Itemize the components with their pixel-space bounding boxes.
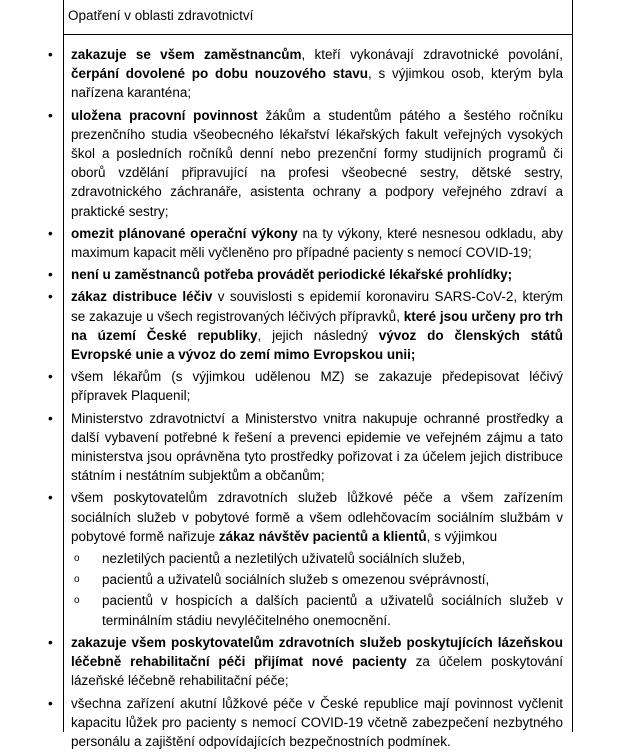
measure-item [48,694,563,752]
exception-text: pacientů a uživatelů sociálních služeb s omezenou svéprávností, [102,572,490,588]
exception-item [71,591,563,629]
bullet-icon: • [48,47,53,62]
exception-text: nezletilých pacientů a nezletilých uživatelů sociálních služeb, [102,551,466,567]
circle-bullet-icon: o [74,574,80,586]
measure-item [48,633,564,691]
measure-text-bold: vývoz do členských států Evropské unie a vývoz do zemí mimo Evropskou unii; [71,327,563,363]
measure-text: všechna zařízení akutní lůžkové péče v České republice mají povinnost vyčlenit kapacitu lůžek pro pacienty s nemocí COVID-19 včetně zabezpečení nezbytného personálu a zajištění odpovídajících bezpečnostních podmínek. [71,695,563,749]
measure-text-bold: které jsou určeny pro trh na území České republiky [71,308,563,343]
measure-text: , s výjimkou osob, kterým byla nařízena karanténa; [71,66,563,101]
measure-text: v souvislosti s epidemií koronaviru SARS-CoV-2, kterým se zakazuje u všech registrovaných léčivých přípravků, [71,289,563,324]
measure-text: za účelem poskytování lázeňské léčebně rehabilitační péče; [71,654,564,689]
measure-item [48,106,563,221]
circle-bullet-icon: o [74,595,80,607]
measure-item [48,367,563,405]
measure-text: všem poskytovatelům zdravotních služeb lůžkové péče a všem zařízením sociálních služeb v pobytové formě a všem odlehčovacím sociálním službám v pobytové formě nařizuje [71,490,563,544]
measure-text: , kteří vykonávají zdravotnické povolání, [301,47,564,62]
exception-item [71,549,563,568]
measures-list [48,45,564,754]
measure-text: , s výjimkou [426,528,498,544]
exception-list [71,549,563,630]
bullet-icon: • [48,289,53,305]
circle-bullet-icon: o [74,553,80,565]
measure-text-bold: zakazuje se všem zaměstnancům [71,47,302,62]
exception-item [71,570,563,589]
measure-item [48,488,563,629]
measure-item [48,265,563,284]
measure-text-bold: omezit plánované operační výkony [71,225,298,241]
measure-text: , jejich následný [257,327,379,343]
measure-item [48,45,564,103]
measure-text-bold: zákaz návštěv pacientů a klientů [218,528,427,544]
measure-text: Ministerstvo zdravotnictví a Ministerstvo vnitra nakupuje ochranné prostředky a další vybavení potřebné k řešení a prevenci epidemie ve veřejném zájmu a tato ministerstva jsou oprávněna tyto prostředky pořizovat i za účelem jejich distribuce státním i nestátním subjektům a občanům; [71,410,563,484]
bullet-icon: • [48,634,53,650]
bullet-icon: • [48,369,53,385]
bullet-icon: • [48,107,53,123]
measure-item [48,287,563,364]
measure-text: na ty výkony, které nesnesou odkladu, aby maximum kapacit měli vyčleněno pro případné pacienty s nemocí COVID-19; [71,225,563,261]
measure-text-bold: není u zaměstnanců potřeba provádět periodické lékařské prohlídky; [71,267,513,283]
bullet-icon: • [48,695,53,711]
bullet-icon: • [48,267,53,283]
bullet-icon: • [48,410,53,426]
measure-text: všem lékařům (s výjimkou udělenou MZ) se zakazuje předepisovat léčivý přípravek Plaquenil; [71,369,563,404]
measure-item [48,224,563,262]
measure-text-bold: zakazuje všem poskytovatelům zdravotních služeb poskytujících lázeňskou léčebně rehabilitační péči přijímat nové pacienty [71,634,563,670]
exception-text: pacientů v hospicích a dalších pacientů a uživatelů sociálních služeb v terminálním stádiu nevyléčitelného onemocnění. [102,593,563,628]
measure-text-bold: uložena pracovní povinnost [71,107,266,123]
measure-text-bold: čerpání dovolené po dobu nouzového stavu [71,66,368,82]
measure-text: žákům a studentům pátého a šestého ročníku prezenčního studia všeobecného lékařství lékařských fakult veřejných vysokých škol a posledních ročníků denní nebo prezenční formy studijních programů či oborů vzdělání připravující na profesi všeobecné sestry, dětské sestry, zdravotnického záchranáře, asistenta ochrany a podpory veřejného zdraví a praktické sestry; [71,107,563,219]
bullet-icon: • [48,225,53,241]
measure-item [48,409,563,486]
section-heading: Opatření v oblasti zdravotnictví [68,8,254,23]
bullet-icon: • [48,490,53,506]
heading-divider [63,34,573,35]
measure-text-bold: zákaz distribuce léčiv [71,289,213,305]
